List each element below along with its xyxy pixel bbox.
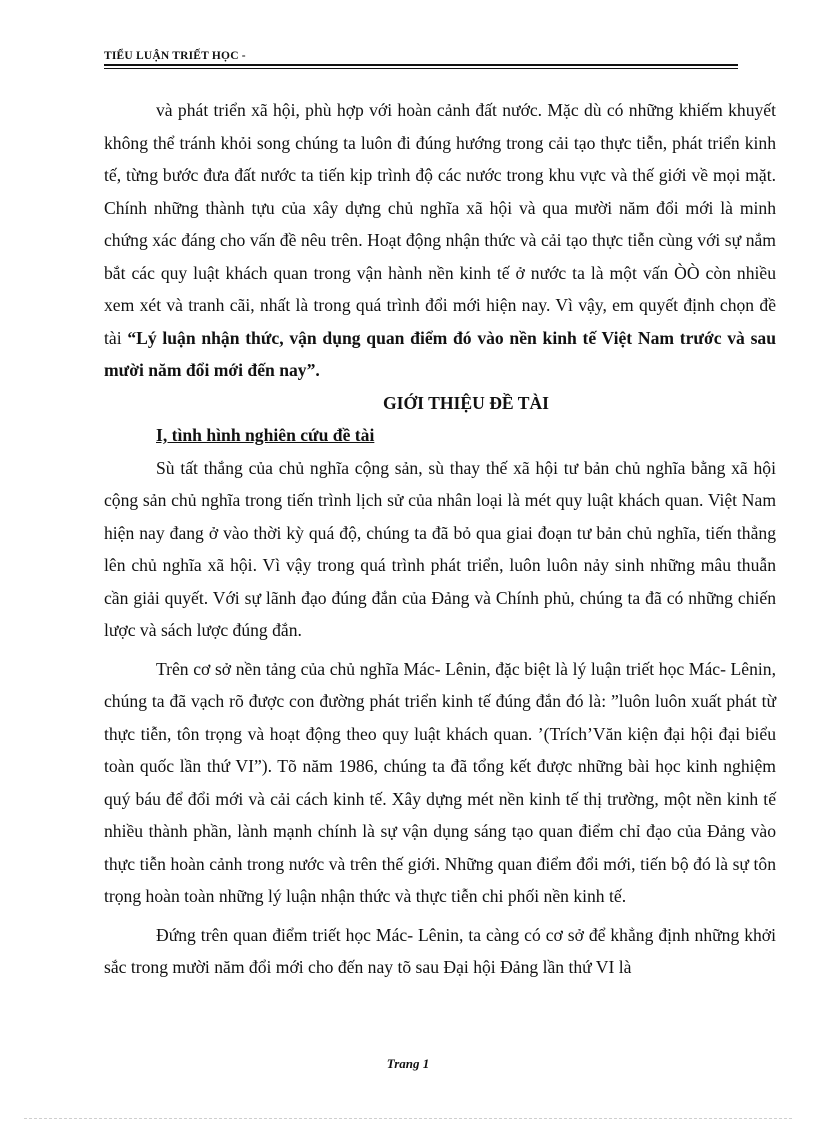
section-title: GIỚI THIỆU ĐỀ TÀI — [382, 392, 550, 413]
running-header: TIỂU LUẬN TRIẾT HỌC - — [104, 50, 246, 62]
paragraph-intro-text: và phát triển xã hội, phù hợp với hoàn cảnh đất nước. Mặc dù có những khiếm khuyết không thể tránh khỏi song chúng ta luôn đi đúng hướng trong cải tạo thực tiễn, phát triển kinh tế, từng bước đưa đất nước ta tiến kịp trình độ các nước trong khu vực và thế giới về mọi mặt. Chính những thành tựu của xây dựng chủ nghĩa xã hội và qua mười năm đổi mới là minh chứng xác đáng cho vấn đề nêu trên. Hoạt động nhận thức và cải tạo thực tiễn cùng với sự nắm bắt các quy luật khách quan trong vận hành nền kinh tế ở nước ta là một vấn ÒÒ còn nhiều xem xét và tranh cãi, nhất là trong quá trình đổi mới hiện nay. Vì vậy, em quyết định chọn đề tài — [104, 100, 776, 348]
subheading-research-status — [104, 419, 776, 452]
paragraph-research-2: Trên cơ sở nền tảng của chủ nghĩa Mác- Lênin, đặc biệt là lý luận triết học Mác- Lênin, chúng ta đã vạch rõ được con đường phát triển kinh tế đúng đắn đó là: ”luôn luôn xuất phát từ thực tiễn, tôn trọng và hoạt động theo quy luật khách quan. ’(Trích’Văn kiện đại hội đại biểu toàn quốc lần thứ VI”). Tõ năm 1986, chúng ta đã tổng kết được những bài học kinh nghiệm quý báu để đổi mới và cải cách kinh tế. Xây dựng mét nền kinh tế thị trường, một nền kinh tế nhiều thành phần, lành mạnh chính là sự vận dụng sáng tạo quan điểm chỉ đạo của Đảng vào thực tiễn hoàn cảnh trong nước và trên thế giới. Những quan điểm đổi mới, tiến bộ đó là sự tôn trọng hoàn toàn những lý luận nhận thức và thực tiễn chi phối nền kinh tế. — [104, 658, 776, 906]
header-rule-thin — [104, 68, 738, 69]
paragraph-research-1: Sù tất thắng của chủ nghĩa cộng sản, sù thay thế xã hội tư bản chủ nghĩa bằng xã hội cộng sản chủ nghĩa trong tiến trình lịch sử của nhân loại là mét quy luật khách quan. Việt Nam hiện nay đang ở vào thời kỳ quá độ, chúng ta đã bỏ qua giai đoạn tư bản chủ nghĩa, tiến thẳng lên chủ nghĩa xã hội. Vì vậy trong quá trình phát triển, luôn luôn nảy sinh những mâu thuẫn cần giải quyết. Với sự lãnh đạo đúng đắn của Đảng và Chính phủ, chúng ta đã có những chiến lược và sách lược đúng đắn. — [104, 457, 776, 640]
paragraph-research-3: Đứng trên quan điểm triết học Mác- Lênin, ta càng có cơ sở để khẳng định những khởi sắc trong mười năm đổi mới cho đến nay tõ sau Đại hội Đảng lần thứ VI là — [104, 924, 776, 977]
page-bottom-edge — [24, 1118, 792, 1119]
subheading-text: I, tình hình nghiên cứu đề tài — [156, 425, 375, 445]
paragraph-intro-continued — [104, 94, 776, 387]
header-rule-thick — [104, 64, 738, 66]
thesis-topic: “Lý luận nhận thức, vận dụng quan điểm đó vào nền kinh tế Việt Nam trước và sau mười năm đổi mới đến nay”. — [104, 327, 777, 380]
page-number: Trang 1 — [386, 1056, 430, 1071]
document-body — [104, 94, 776, 984]
